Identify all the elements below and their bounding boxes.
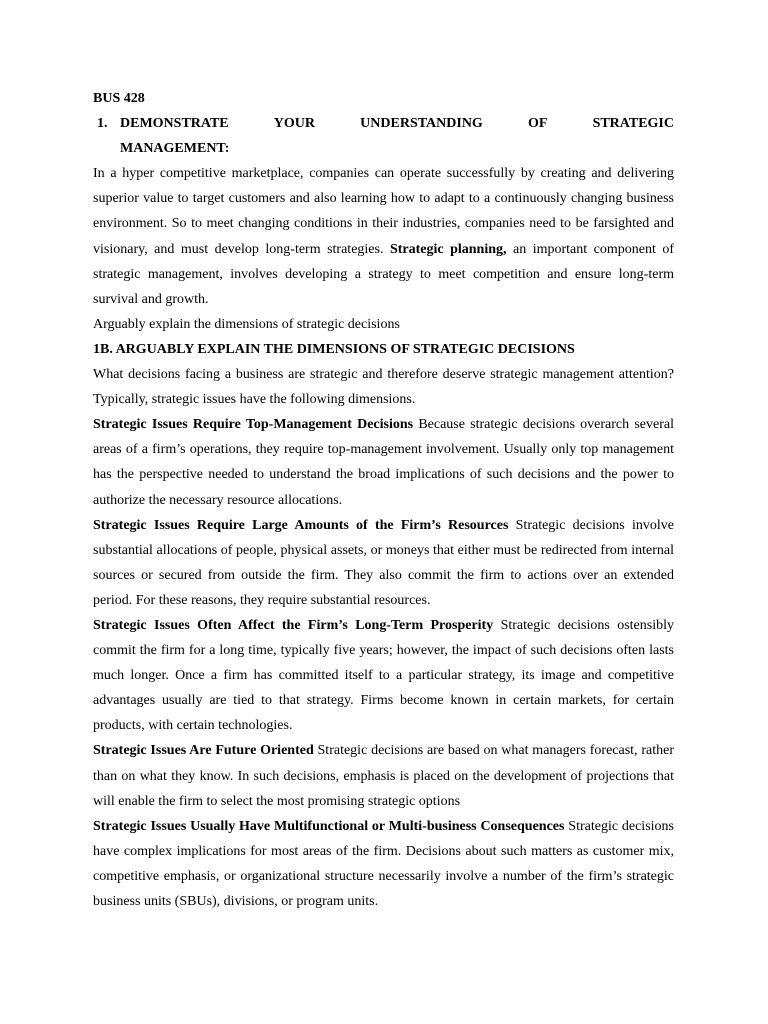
intro-paragraph — [93, 161, 674, 312]
dimension-heading: Strategic Issues Require Top-Management Decisions — [93, 417, 414, 433]
course-code: BUS 428 — [93, 91, 145, 106]
question-1-heading-cont: MANAGEMENT: — [120, 141, 230, 157]
question-number: 1. — [97, 116, 108, 132]
intro-text-2: an important component of strategic management, involves developing a strategy to meet competition and ensure long-term survival and growth. — [93, 241, 674, 307]
heading-word: STRATEGIC — [592, 116, 674, 132]
dimension-heading: Strategic Issues Are Future Oriented — [93, 743, 314, 759]
heading-word: DEMONSTRATE — [120, 116, 229, 132]
section-title: 1B. ARGUABLY EXPLAIN THE DIMENSIONS OF STRATEGIC DECISIONS — [93, 341, 575, 357]
intro-text-1: In a hyper competitive marketplace, companies can operate successfully by creating and delivering superior value to target customers and also learning how to adapt to a continuously changing business environment. So to meet changing conditions in their industries, companies need to be farsighted and visionary, and must develop long-term strategies. — [93, 166, 674, 257]
dimension-heading: Strategic Issues Often Affect the Firm’s Long-Term Prosperity — [93, 617, 494, 633]
heading-word: UNDERSTANDING — [360, 116, 483, 132]
dimension-paragraph — [93, 613, 674, 738]
dimension-paragraph — [93, 814, 674, 914]
dimension-paragraph — [93, 412, 674, 512]
document-body — [93, 86, 674, 914]
question-heading-words — [120, 111, 674, 136]
dimension-body: Strategic decisions have complex implications for most areas of the firm. Decisions about such matters as customer mix, competitive emphasis, or organizational structure necessarily involve a number of the firm’s strategic business units (SBUs), divisions, or program units. — [93, 818, 674, 909]
dimension-paragraph — [93, 513, 674, 613]
dimension-body: Because strategic decisions overarch several areas of a firm’s operations, they require top-management involvement. Usually only top management has the perspective needed to understand the broad implications of such decisions and the power to authorize the necessary resource allocations. — [93, 417, 674, 508]
dimension-body: Strategic decisions ostensibly commit the firm for a long time, typically five years; however, the impact of such decisions often lasts much longer. Once a firm has committed itself to a particular strategy, its image and competitive advantages usually are tied to that strategy. Firms become known in certain markets, for certain products, with certain technologies. — [93, 617, 674, 734]
heading-word: YOUR — [273, 116, 316, 132]
prompt-line: Arguably explain the dimensions of strategic decisions — [93, 316, 400, 332]
intro-bold-term: Strategic planning, — [389, 241, 507, 257]
question-1-heading — [93, 111, 674, 136]
heading-word: OF — [527, 116, 548, 132]
dimension-body: Strategic decisions involve substantial allocations of people, physical assets, or moneys that either must be redirected from internal sources or secured from outside the firm. They also commit the firm to actions over an extended period. For these reasons, they require substantial resources. — [93, 517, 674, 608]
dimension-heading: Strategic Issues Usually Have Multifunctional or Multi-business Consequences — [93, 818, 565, 834]
section-intro: What decisions facing a business are strategic and therefore deserve strategic management attention? Typically, strategic issues have the following dimensions. — [93, 367, 674, 408]
dimension-heading: Strategic Issues Require Large Amounts of the Firm’s Resources — [93, 517, 509, 533]
dimension-body: Strategic decisions are based on what managers forecast, rather than on what they know. In such decisions, emphasis is placed on the development of projections that will enable the firm to select the most promising strategic options — [93, 743, 674, 809]
dimension-paragraph — [93, 738, 674, 813]
